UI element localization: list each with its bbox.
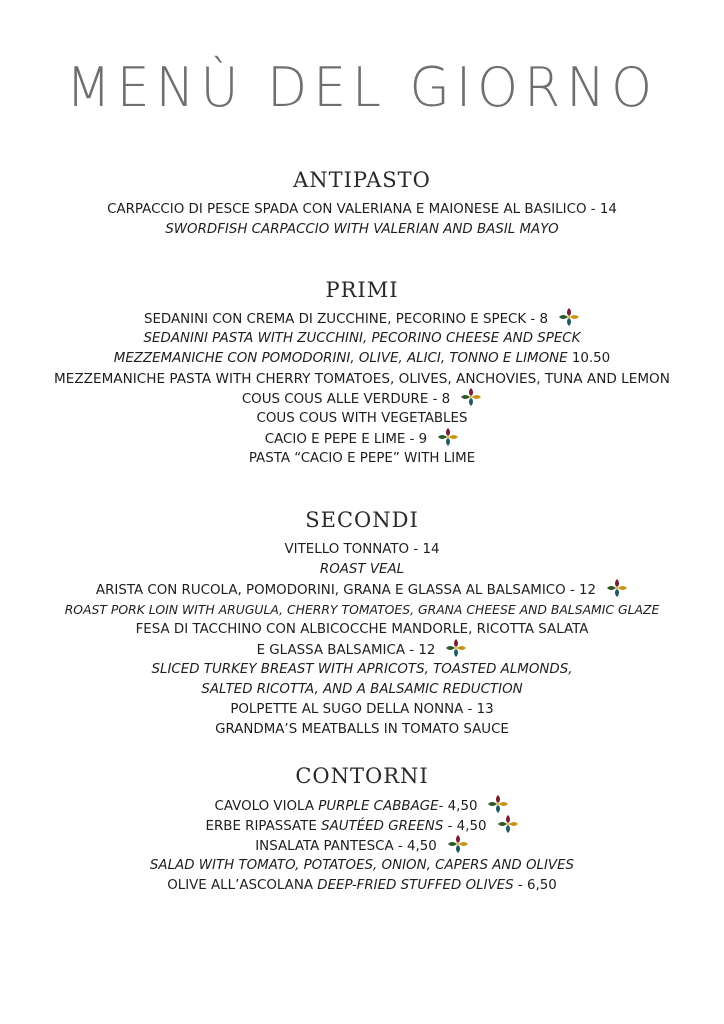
dish-price: - 4,50 [443, 819, 487, 834]
dish-text: INSALATA PANTESCA - 4,50 [255, 839, 437, 854]
menu-line: FESA DI TACCHINO CON ALBICOCCHE MANDORLE, RICOTTA SALATA [135, 622, 589, 637]
dish-translation: SAUTÉED GREENS [321, 819, 444, 834]
menu-line [0, 836, 724, 856]
menu-line [0, 429, 724, 449]
menu-line: COUS COUS WITH VEGETABLES [256, 411, 468, 426]
dish-text: COUS COUS ALLE VERDURE - 8 [241, 392, 451, 407]
dish-translation: PURPLE CABBAGE [318, 799, 439, 814]
section-heading-antipasto: ANTIPASTO [293, 168, 431, 192]
menu-line [0, 349, 724, 369]
vegetarian-badge-icon [606, 578, 628, 598]
dish-text: E GLASSA BALSAMICA - 12 [256, 643, 436, 658]
dish-text: ARISTA CON RUCOLA, POMODORINI, GRANA E GLASSA AL BALSAMICO - 12 [95, 583, 597, 598]
section-heading-primi: PRIMI [325, 278, 399, 302]
dish-text: ERBE RIPASSATE [205, 819, 322, 834]
menu-line: VITELLO TONNATO - 14 [284, 542, 440, 557]
dish-text: SEDANINI CON CREMA DI ZUCCHINE, PECORINO E SPECK - 8 [143, 312, 549, 327]
menu-line: MEZZEMANICHE PASTA WITH CHERRY TOMATOES, OLIVES, ANCHOVIES, TUNA AND LEMON [54, 371, 670, 387]
section-heading-contorni: CONTORNI [295, 764, 429, 788]
menu-line: CARPACCIO DI PESCE SPADA CON VALERIANA E MAIONESE AL BASILICO - 14 [107, 202, 617, 217]
vegetarian-badge-icon [460, 387, 482, 407]
vegetarian-badge-icon [558, 307, 580, 327]
menu-line: ROAST PORK LOIN WITH ARUGULA, CHERRY TOMATOES, GRANA CHEESE AND BALSAMIC GLAZE [64, 602, 660, 617]
menu-line [0, 389, 724, 409]
menu-line: PASTA “CACIO E PEPE” WITH LIME [248, 451, 476, 466]
dish-translation: DEEP-FRIED STUFFED OLIVES [317, 878, 514, 893]
dish-price: - 4,50 [438, 799, 478, 814]
dish-price: - 6,50 [513, 878, 557, 893]
menu-line [0, 796, 724, 816]
dish-text: MEZZEMANICHE CON POMODORINI, OLIVE, ALICI, TONNO E LIMONE [113, 351, 568, 366]
vegetarian-badge-icon [487, 794, 509, 814]
menu-line: SALAD WITH TOMATO, POTATOES, ONION, CAPERS AND OLIVES [149, 858, 575, 873]
dish-text: CAVOLO VIOLA [214, 799, 319, 814]
menu-line: ROAST VEAL [319, 562, 405, 577]
menu-line: SEDANINI PASTA WITH ZUCCHINI, PECORINO CHEESE AND SPECK [143, 331, 581, 346]
menu-line: SLICED TURKEY BREAST WITH APRICOTS, TOASTED ALMONDS, [151, 662, 573, 677]
menu-line: POLPETTE AL SUGO DELLA NONNA - 13 [230, 702, 494, 717]
menu-line: SALTED RICOTTA, AND A BALSAMIC REDUCTION [201, 682, 523, 697]
menu-line [0, 816, 724, 836]
menu-line [0, 309, 724, 329]
menu-line [0, 580, 724, 600]
menu-line: SWORDFISH CARPACCIO WITH VALERIAN AND BASIL MAYO [165, 222, 559, 237]
menu-line: GRANDMA’S MEATBALLS IN TOMATO SAUCE [215, 722, 509, 737]
vegetarian-badge-icon [437, 427, 459, 447]
vegetarian-badge-icon [445, 638, 467, 658]
dish-text: OLIVE ALL’ASCOLANA [167, 878, 318, 893]
dish-price: 10.50 [571, 351, 611, 366]
menu-line [0, 876, 724, 896]
vegetarian-badge-icon [447, 834, 469, 854]
vegetarian-badge-icon [497, 814, 519, 834]
dish-text: CACIO E PEPE E LIME - 9 [264, 432, 428, 447]
section-heading-secondi: SECONDI [305, 508, 419, 532]
menu-title: MENÙ DEL GIORNO [65, 56, 659, 120]
menu-line [0, 640, 724, 660]
